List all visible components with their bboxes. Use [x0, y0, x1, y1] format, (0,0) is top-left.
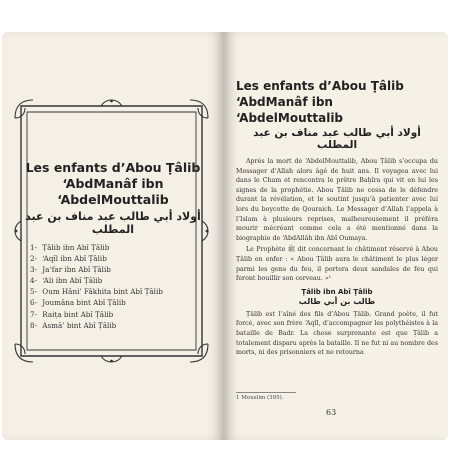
list-item: 4- ‘Ali ibn Abî Ṭâlib [30, 276, 103, 286]
list-item: 3- Ja‘far ibn Abî Ṭâlib [30, 265, 111, 275]
right-content [236, 78, 438, 360]
list-item: 1- Ṭâlib ibn Abî Ṭâlib [30, 243, 110, 252]
left-content [22, 160, 204, 331]
list-item: 2- ‘Aqîl ibn Abî Ṭâlib [30, 254, 107, 264]
list-item: 7- Raiṭa bint Abî Ṭâlib [30, 309, 114, 319]
left-title-line1: Les enfants d’Abou Ṭâlib [25, 160, 201, 175]
subheading: Ṭâlib ibn Abî Ṭâlib [301, 287, 373, 296]
right-title-line1: Les enfants d’Abou Ṭâlib [236, 79, 404, 93]
subheading-arabic: طالب بن أبي طالب [298, 296, 376, 306]
list-item: 6- Joumâna bint Abî Ṭâlib [30, 298, 126, 308]
paragraph: Ṭâlib est l’aîné des fils d’Abou Ṭâlib. Grand poète, il fut forcé, avec son frère ‘Aqîl, d’accompagner les polythéistes à la bataille de Badr. La chose surprenante est que Ṭâlib a totalement disparu après la bataille. Il ne fut ni au nombre des morts, ni des prisonniers et ne retourna [236, 310, 438, 357]
paragraph: Après la mort de ‘AbdelMouttalib, Abou Ṭâlib s’occupa du Messager d’Allah alors âgé de huit ans. Il voyagea avec lui dans le Cham et rencontra le prêtre Baḥîra qui vit en lui les signes de la prophétie. Abou Ṭâlib ne cessa de le défendre durant la révélation, et le soutint jusqu’à patienter avec lui lors du boycotte de Qouraich. Le Messager d’Allah l’appela à l’Islam à plusieurs reprises, malheureusement il préféra mourir mécréant comme cela a été mentionné dans la biographie de ‘AbdAllâh ibn Abî Oumaya. [236, 158, 438, 242]
footnote-rule [236, 392, 296, 393]
left-title-line2: ‘AbdManâf ibn ‘AbdelMouttalib [57, 176, 169, 207]
list-item: 5- Oum Hâni’ Fâkhita bint Abî Ṭâlib [30, 287, 163, 297]
footnote: 1 Mouslim (395). [236, 395, 284, 401]
children-list [22, 242, 204, 331]
right-arabic-title: أولاد أبي طالب عبد مناف بن عبد المطلب [253, 127, 421, 151]
left-arabic-title: أولاد أبي طالب عبد مناف بن عبد المطلب [25, 210, 201, 236]
paragraph: Le Prophète ﷺ dit concernant le châtiment réservé à Abou Ṭâlib en enfer : « Abou Ṭâlib aura le châtiment le plus léger parmi les gens du feu, il portera deux sandales de feu qui feront bouillir son cerveau. »¹ [236, 246, 438, 283]
page-number: 63 [326, 408, 337, 417]
right-title-line2: ‘AbdManâf ibn ‘AbdelMouttalib [236, 95, 344, 125]
list-item: 8- Asmâ’ bint Abî Ṭâlib [30, 320, 117, 330]
